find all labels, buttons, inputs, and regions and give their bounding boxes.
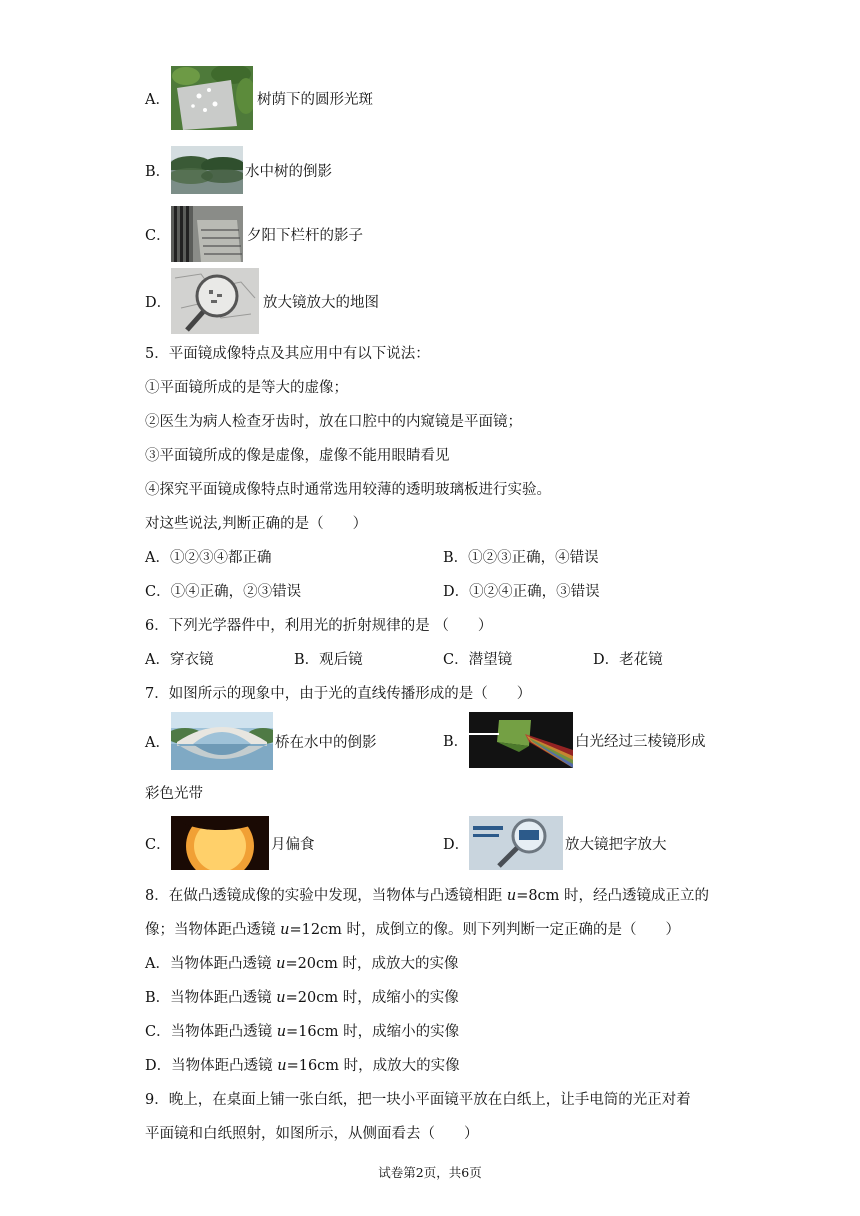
option-text: 水中树的倒影 [245, 163, 332, 180]
option-text: 月偏食 [271, 836, 315, 853]
q5-option-b: B．①②③正确，④错误 [443, 550, 599, 566]
u-symbol: u [276, 956, 286, 972]
option-text: =20cm 时，成缩小的实像 [285, 990, 459, 1006]
magnifier-map-photo-icon [171, 268, 259, 334]
q8-option-d [145, 1056, 460, 1076]
option-text: =20cm 时，成放大的实像 [285, 956, 459, 972]
option-text: 桥在水中的倒影 [275, 734, 377, 751]
prism-spectrum-photo-icon [469, 712, 573, 768]
option-text: 放大镜把字放大 [565, 836, 667, 853]
u-symbol: u [506, 888, 517, 904]
q6-option-c: C．潜望镜 [443, 652, 513, 668]
option-text: A．当物体距凸透镜 [145, 956, 277, 972]
q7-option-b [443, 712, 706, 768]
option-label: A． [145, 734, 170, 751]
q7-option-d [443, 816, 667, 870]
u-symbol: u [276, 1024, 287, 1040]
u-symbol: u [276, 990, 286, 1006]
option-text: 白光经过三棱镜形成 [575, 733, 706, 750]
option-text: B．当物体距凸透镜 [145, 990, 277, 1006]
q8-stem-text: =12cm 时，成倒立的像。则下列判断一定正确的是（ ） [289, 922, 681, 938]
bridge-reflection-photo-icon [171, 712, 273, 770]
q7-stem: 7．如图所示的现象中，由于光的直线传播形成的是（ ） [145, 686, 532, 702]
q6-option-d: D．老花镜 [593, 652, 663, 668]
option-label: D． [145, 294, 172, 311]
option-label: A． [145, 91, 170, 108]
q5-statement-4: ④探究平面镜成像特点时通常选用较薄的透明玻璃板进行实验。 [145, 482, 551, 498]
partial-eclipse-photo-icon [171, 816, 269, 870]
q8-option-b [145, 988, 459, 1008]
q6-stem: 6．下列光学器件中，利用光的折射规律的是 （ ） [145, 618, 493, 634]
q5-question: 对这些说法,判断正确的是（ ） [145, 516, 368, 532]
leaf-shadow-photo-icon [171, 66, 253, 130]
q7-option-c [145, 816, 315, 870]
page-footer: 试卷第2页，共6页 [378, 1165, 482, 1180]
magnifier-text-photo-icon [469, 816, 563, 870]
q8-stem-text: 像；当物体距凸透镜 [145, 922, 281, 938]
option-label: B． [443, 733, 469, 750]
q7-option-a [145, 712, 377, 770]
q9-stem-line-1: 9．晚上，在桌面上铺一张白纸，把一块小平面镜平放在白纸上，让手电筒的光正对着 [145, 1092, 691, 1108]
option-label: B． [145, 163, 171, 180]
option-text: D．当物体距凸透镜 [145, 1058, 278, 1074]
u-symbol: u [280, 922, 290, 938]
q8-option-c [145, 1022, 459, 1042]
option-text: C．当物体距凸透镜 [145, 1024, 277, 1040]
q8-stem-line-2 [145, 920, 680, 940]
q5-statement-2: ②医生为病人检查牙齿时，放在口腔中的内窥镜是平面镜； [145, 414, 522, 430]
q5-statement-3: ③平面镜所成的像是虚像，虚像不能用眼睛看见 [145, 448, 450, 464]
q4-option-a [145, 66, 373, 130]
q8-stem-text: =8cm 时，经凸透镜成正立的 [516, 888, 710, 904]
tree-reflection-photo-icon [171, 146, 243, 194]
q8-stem-text: 8．在做凸透镜成像的实验中发现，当物体与凸透镜相距 [145, 888, 507, 904]
q4-option-d [145, 268, 379, 334]
q5-option-a: A．①②③④都正确 [145, 550, 272, 566]
option-text: 树荫下的圆形光斑 [257, 91, 373, 108]
q5-option-c: C．①④正确，②③错误 [145, 584, 302, 600]
q5-stem: 5．平面镜成像特点及其应用中有以下说法： [145, 346, 430, 362]
option-text: 放大镜放大的地图 [263, 294, 379, 311]
q6-option-b: B．观后镜 [294, 652, 363, 668]
q8-stem-line-1 [145, 886, 709, 906]
option-label: C． [145, 227, 171, 244]
option-label: D． [443, 836, 470, 853]
u-symbol: u [277, 1058, 287, 1074]
option-text: =16cm 时，成放大的实像 [286, 1058, 460, 1074]
q8-option-a [145, 954, 459, 974]
q5-statement-1: ①平面镜所成的是等大的虚像； [145, 380, 348, 396]
q7-option-b-continuation: 彩色光带 [145, 786, 203, 802]
option-text: 夕阳下栏杆的影子 [247, 227, 363, 244]
railing-shadow-photo-icon [171, 206, 243, 262]
q9-stem-line-2: 平面镜和白纸照射，如图所示，从侧面看去（ ） [145, 1126, 479, 1142]
q4-option-c [145, 206, 363, 262]
q6-option-a: A．穿衣镜 [145, 652, 214, 668]
q4-option-b [145, 146, 332, 194]
option-label: C． [145, 836, 171, 853]
q5-option-d: D．①②④正确，③错误 [443, 584, 600, 600]
option-text: =16cm 时，成缩小的实像 [286, 1024, 460, 1040]
